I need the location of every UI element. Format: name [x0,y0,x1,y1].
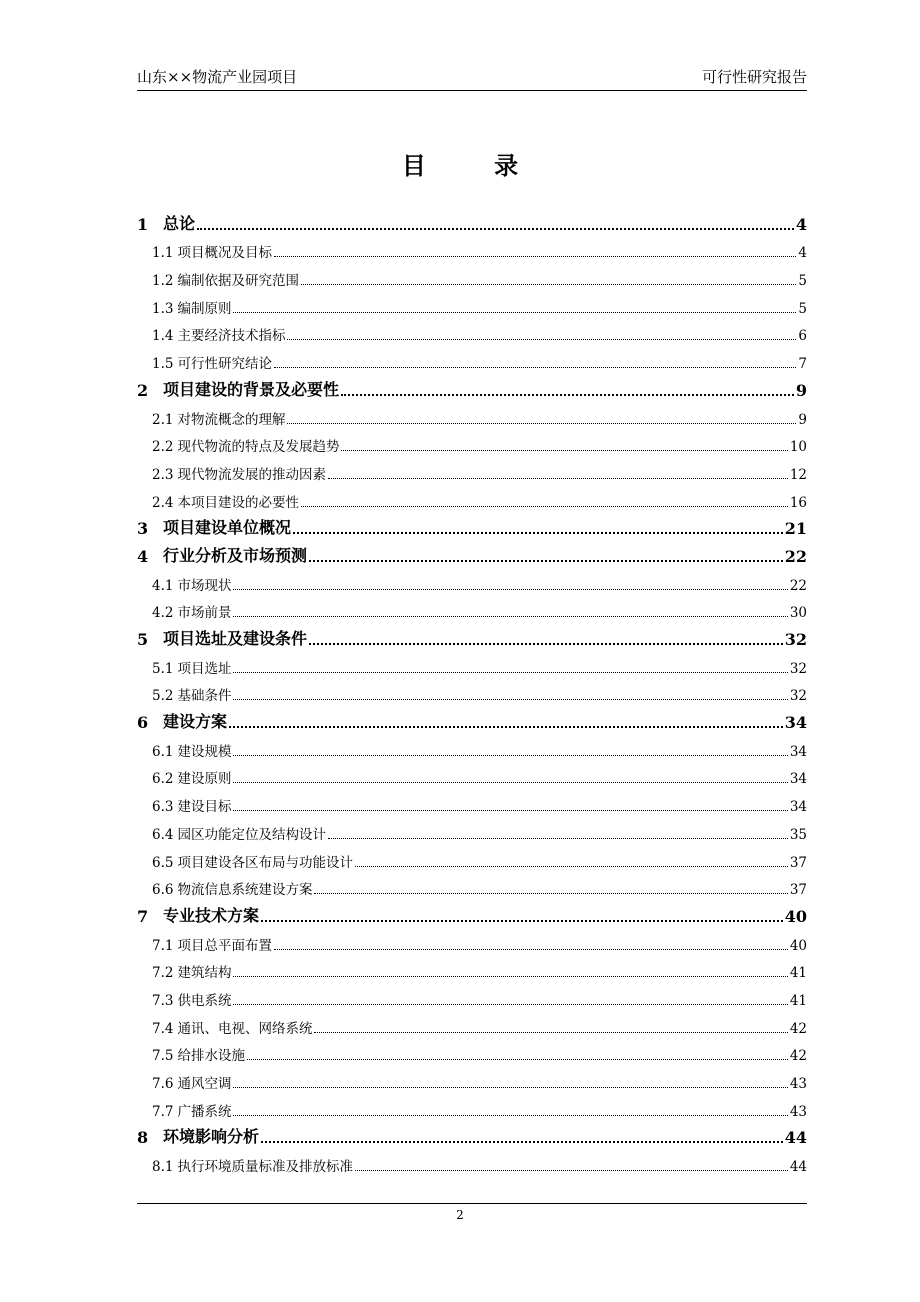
toc-chapter-entry[interactable] [137,542,807,570]
toc-entry-title: 项目建设单位概况 [163,518,292,538]
toc-entry-number: 7.1 [152,937,174,954]
toc-entry-page: 9 [798,411,807,428]
toc-entry-number: 1.2 [152,273,174,290]
toc-section-entry[interactable] [137,321,807,349]
toc-dot-leader [261,920,783,922]
toc-entry-title: 建设方案 [163,712,228,732]
toc-entry-number: 6.2 [152,771,174,788]
toc-entry-title: 物流信息系统建设方案 [177,882,313,899]
toc-entry-title: 供电系统 [177,992,232,1009]
toc-entry-title: 建设规模 [177,743,232,760]
toc-dot-leader [341,450,787,451]
toc-chapter-entry[interactable] [137,902,807,930]
toc-entry-number: 7.4 [152,1020,174,1037]
toc-entry-number: 1.3 [152,300,174,317]
toc-entry-number: 6.6 [152,882,174,899]
toc-entry-title: 现代物流的特点及发展趋势 [177,439,340,456]
toc-entry-number: 6.4 [152,826,174,843]
toc-entry-number: 2.1 [152,411,174,428]
toc-dot-leader [274,949,788,950]
toc-entry-number: 6.5 [152,854,174,871]
toc-entry-number: 7.5 [152,1048,174,1065]
toc-entry-title: 市场现状 [177,577,232,594]
toc-entry-number: 1.4 [152,328,174,345]
toc-entry-number: 7.6 [152,1076,174,1092]
toc-entry-number: 6.1 [152,743,174,760]
toc-entry-page: 30 [789,605,807,622]
toc-entry-title: 对物流概念的理解 [177,411,286,428]
toc-entry-page: 44 [784,1128,807,1148]
toc-dot-leader [274,256,796,257]
toc-chapter-entry[interactable] [137,376,807,404]
toc-entry-page: 16 [789,494,807,511]
toc-entry-title: 给排水设施 [177,1048,245,1065]
table-of-contents [137,210,807,1179]
toc-entry-title: 通讯、电视、网络系统 [177,1020,313,1037]
toc-section-entry[interactable] [137,736,807,764]
toc-section-entry[interactable] [137,681,807,709]
toc-section-entry[interactable] [137,958,807,986]
toc-entry-page: 35 [789,826,807,843]
toc-chapter-entry[interactable] [137,210,807,238]
toc-entry-title: 本项目建设的必要性 [177,494,299,511]
toc-dot-leader [355,866,788,867]
toc-entry-title: 编制依据及研究范围 [177,273,299,290]
toc-entry-number: 2.2 [152,439,174,456]
toc-entry-title: 通风空调 [177,1076,232,1092]
toc-entry-page: 6 [798,328,807,345]
toc-entry-title: 基础条件 [177,688,232,705]
toc-dot-leader [233,1087,787,1088]
toc-section-entry[interactable] [137,1041,807,1069]
toc-section-entry[interactable] [137,348,807,376]
toc-chapter-entry[interactable] [137,515,807,543]
toc-dot-leader [233,810,787,811]
toc-entry-title: 项目建设的背景及必要性 [163,379,340,399]
toc-entry-number: 7.3 [152,992,174,1009]
toc-entry-title: 建筑结构 [177,965,232,982]
toc-dot-leader [309,643,783,645]
toc-entry-page: 4 [798,245,807,262]
toc-entry-number: 1 [137,214,149,234]
toc-entry-number: 5.1 [152,660,174,677]
toc-entry-page: 37 [789,882,807,899]
header-report-type: 可行性研究报告 [701,68,807,86]
toc-section-entry[interactable] [137,1068,807,1096]
toc-section-entry[interactable] [137,487,807,515]
toc-entry-title: 总论 [163,213,196,233]
toc-dot-leader [293,532,783,534]
toc-entry-title: 广播系统 [177,1103,232,1120]
toc-section-entry[interactable] [137,404,807,432]
toc-dot-leader [341,394,794,396]
toc-dot-leader [328,478,788,479]
toc-entry-page: 10 [789,439,807,456]
toc-entry-number: 1.5 [152,356,174,373]
toc-dot-leader [355,1170,788,1171]
toc-dot-leader [233,699,787,700]
toc-entry-page: 34 [789,743,807,760]
toc-entry-page: 43 [789,1076,807,1092]
toc-entry-page: 9 [795,380,807,400]
toc-dot-leader [309,560,783,562]
toc-dot-leader [301,506,788,507]
toc-entry-title: 项目建设各区布局与功能设计 [177,854,353,871]
toc-section-entry[interactable] [137,598,807,626]
toc-section-entry[interactable] [137,985,807,1013]
toc-entry-page: 41 [789,965,807,982]
toc-dot-leader [233,1115,787,1116]
toc-entry-page: 32 [789,688,807,705]
toc-section-entry[interactable] [137,847,807,875]
toc-entry-page: 12 [789,466,807,483]
toc-entry-number: 4 [137,546,149,566]
toc-entry-page: 32 [784,630,807,649]
toc-chapter-entry[interactable] [137,1124,807,1152]
toc-entry-number: 8.1 [152,1159,174,1176]
toc-entry-number: 2.3 [152,466,174,483]
toc-section-entry[interactable] [137,1151,807,1179]
toc-entry-number: 2 [137,380,149,400]
toc-dot-leader [287,339,796,340]
toc-entry-number: 6.3 [152,799,174,816]
toc-section-entry[interactable] [137,570,807,598]
toc-section-entry[interactable] [137,930,807,958]
toc-entry-page: 34 [789,771,807,788]
toc-entry-title: 项目选址 [177,660,232,677]
toc-entry-number: 3 [137,519,149,539]
toc-entry-title: 市场前景 [177,605,232,622]
toc-entry-number: 7.7 [152,1103,174,1120]
toc-entry-title: 项目选址及建设条件 [163,629,308,648]
toc-entry-title: 执行环境质量标准及排放标准 [177,1159,353,1176]
toc-section-entry[interactable] [137,1013,807,1041]
toc-entry-number: 5 [137,630,149,649]
toc-dot-leader [328,838,788,839]
toc-dot-leader [233,782,787,783]
toc-entry-page: 43 [789,1103,807,1120]
toc-dot-leader [301,284,796,285]
toc-entry-number: 4.2 [152,605,174,622]
toc-section-entry[interactable] [137,265,807,293]
toc-section-entry[interactable] [137,875,807,903]
toc-entry-number: 6 [137,713,149,733]
toc-entry-number: 1.1 [152,245,174,262]
toc-dot-leader [247,1059,788,1060]
toc-dot-leader [314,1032,787,1033]
toc-dot-leader [233,312,796,313]
header-project-name: 山东××物流产业园项目 [137,68,298,86]
toc-dot-leader [274,367,796,368]
toc-section-entry[interactable] [137,293,807,321]
toc-dot-leader [233,1004,787,1005]
toc-entry-page: 41 [789,992,807,1009]
toc-entry-title: 园区功能定位及结构设计 [177,826,326,843]
toc-dot-leader [197,228,794,230]
page-title: 目 录 [401,151,549,180]
footer-rule [137,1203,807,1204]
toc-entry-number: 5.2 [152,688,174,705]
toc-entry-title: 主要经济技术指标 [177,328,286,345]
toc-entry-title: 编制原则 [177,300,232,317]
toc-entry-number: 7 [137,906,149,926]
toc-dot-leader [233,672,787,673]
toc-dot-leader [233,589,787,590]
toc-entry-title: 项目总平面布置 [177,937,272,954]
toc-chapter-entry[interactable] [137,625,807,653]
toc-entry-page: 42 [789,1020,807,1037]
toc-section-entry[interactable] [137,238,807,266]
toc-dot-leader [233,976,787,977]
toc-entry-page: 42 [789,1048,807,1065]
toc-entry-title: 可行性研究结论 [177,356,272,373]
toc-section-entry[interactable] [137,1096,807,1124]
toc-entry-title: 建设目标 [177,799,232,816]
toc-entry-title: 建设原则 [177,771,232,788]
toc-dot-leader [229,726,783,728]
toc-entry-page: 5 [798,300,807,317]
toc-entry-page: 44 [789,1159,807,1176]
toc-entry-page: 37 [789,854,807,871]
toc-section-entry[interactable] [137,791,807,819]
toc-section-entry[interactable] [137,432,807,460]
toc-entry-page: 34 [784,713,807,733]
toc-entry-page: 40 [789,937,807,954]
page-number: 2 [456,1208,464,1222]
toc-section-entry[interactable] [137,459,807,487]
toc-entry-title: 项目概况及目标 [177,245,272,262]
toc-section-entry[interactable] [137,653,807,681]
toc-dot-leader [233,616,787,617]
toc-entry-number: 7.2 [152,965,174,982]
toc-entry-title: 专业技术方案 [163,905,260,925]
toc-dot-leader [261,1141,783,1143]
toc-entry-page: 22 [784,546,807,566]
toc-entry-number: 2.4 [152,494,174,511]
toc-entry-title: 现代物流发展的推动因素 [177,466,326,483]
toc-dot-leader [233,755,787,756]
toc-dot-leader [287,423,796,424]
toc-entry-page: 22 [789,577,807,594]
toc-entry-page: 7 [798,356,807,373]
toc-dot-leader [314,893,787,894]
toc-section-entry[interactable] [137,764,807,792]
toc-entry-number: 8 [137,1128,149,1148]
toc-entry-title: 行业分析及市场预测 [163,545,308,565]
toc-entry-page: 4 [795,214,807,234]
toc-entry-page: 5 [798,273,807,290]
toc-entry-page: 40 [784,906,807,926]
toc-chapter-entry[interactable] [137,708,807,736]
toc-entry-number: 4.1 [152,577,174,594]
page-header [137,66,807,91]
toc-entry-page: 34 [789,799,807,816]
toc-entry-page: 32 [789,660,807,677]
toc-entry-page: 21 [784,519,807,539]
toc-section-entry[interactable] [137,819,807,847]
toc-entry-title: 环境影响分析 [163,1127,260,1147]
